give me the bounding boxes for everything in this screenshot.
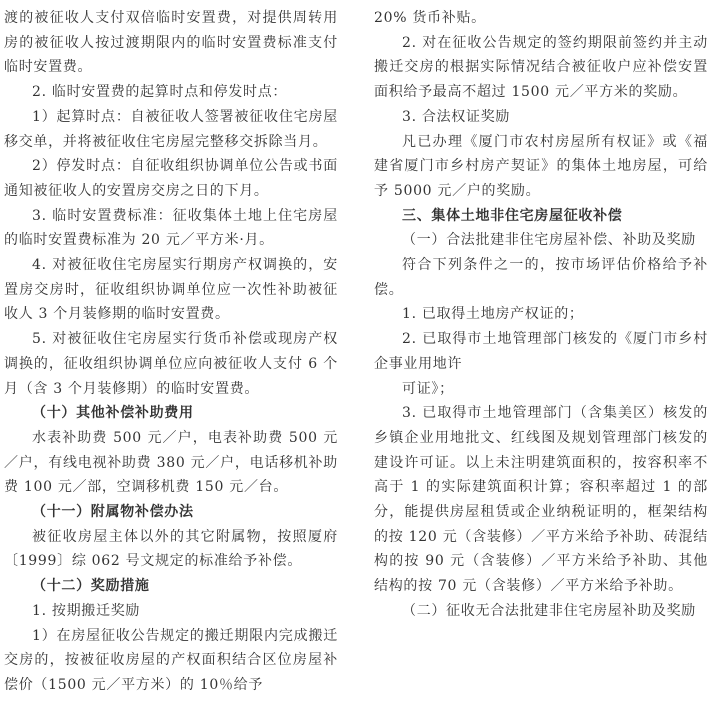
- paragraph: 1. 按期搬迁奖励: [32, 602, 141, 619]
- paragraph: 符合下列条件之一的，按市场评估价格给予补偿。: [374, 257, 708, 298]
- paragraph: （二）征收无合法批建非住宅房屋补助及奖励: [402, 602, 696, 619]
- paragraph: 1）起算时点：自被征收人签署被征收住宅房屋移交单，并将被征收住宅房屋完整移交拆除当月。: [4, 108, 338, 150]
- paragraph: 2. 已取得市土地管理部门核发的《厦门市乡村企事业用地许: [374, 331, 708, 372]
- section-heading: （十二）奖励措施: [32, 578, 150, 595]
- right-column: [374, 6, 708, 624]
- section-heading: 三、集体土地非住宅房屋征收补偿: [402, 207, 623, 224]
- paragraph: 可证》；: [402, 380, 454, 397]
- paragraph: （一）合法批建非住宅房屋补偿、补助及奖励: [402, 232, 696, 249]
- paragraph: 2）停发时点：自征收组织协调单位公告或书面通知被征收人的安置房交房之日的下月。: [4, 158, 338, 199]
- paragraph: 4. 对被征收住宅房屋实行期房产权调换的，安置房交房时，征收组织协调单位应一次性补助被征收人 3 个月装修期的临时安置费。: [4, 257, 338, 323]
- paragraph: 5. 对被征收住宅房屋实行货币补偿或现房产权调换的，征收组织协调单位应向被征收人支付 6 个月（含 3 个月装修期）的临时安置费。: [4, 331, 338, 397]
- paragraph: 2. 对在征收公告规定的签约期限前签约并主动搬迁交房的根据实际情况结合被征收户应补偿安置面积给予最高不超过 1500 元／平方米的奖励。: [374, 34, 708, 101]
- section-heading: （十一）附属物补偿办法: [32, 504, 194, 521]
- paragraph: 3. 已取得市土地管理部门（含集美区）核发的乡镇企业用地批文、红线图及规划管理部门核发的建设许可证。以上未注明建筑面积的，按容积率不高于 1 的实际建筑面积计算；容积率超过 1 的部分，能提供房屋租赁或企业纳税证明的，框架结构的按 120 元（含装修）／平方米给予补助、砖混结构的按 90 元（含装修）／平方米给予补助、其他结构的按 70 元（含装修）／平方米给予补助。: [374, 405, 708, 595]
- paragraph: 3. 临时安置费标准：征收集体土地上住宅房屋的临时安置费标准为 20 元／平方米·月。: [4, 207, 338, 249]
- paragraph: 1. 已取得土地房产权证的；: [402, 306, 584, 323]
- paragraph: 2. 临时安置费的起算时点和停发时点：: [32, 84, 288, 101]
- paragraph: 被征收房屋主体以外的其它附属物，按照厦府〔1999〕综 062 号文规定的标准给予补偿。: [4, 528, 338, 570]
- section-heading: （十）其他补偿补助费用: [32, 405, 194, 422]
- paragraph: 水表补助费 500 元／户，电表补助费 500 元／户，有线电视补助费 380 元／户，电话移机补助费 100 元／部，空调移机费 150 元／台。: [4, 429, 338, 496]
- paragraph: 凡已办理《厦门市农村房屋所有权证》或《福建省厦门市乡村房产契证》的集体土地房屋，可给予 5000 元／户的奖励。: [374, 133, 708, 199]
- paragraph: 20% 货币补贴。: [374, 10, 486, 26]
- paragraph: 1）在房屋征收公告规定的搬迁期限内完成搬迁交房的，按被征收房屋的产权面积结合区位房屋补偿价（1500 元／平方米）的 10％给予: [4, 627, 338, 693]
- left-column: [4, 6, 338, 698]
- paragraph: 渡的被征收人支付双倍临时安置费，对提供周转用房的被征收人按过渡期限内的临时安置费标准支付临时安置费。: [4, 10, 338, 76]
- paragraph: 3. 合法权证奖励: [402, 108, 511, 125]
